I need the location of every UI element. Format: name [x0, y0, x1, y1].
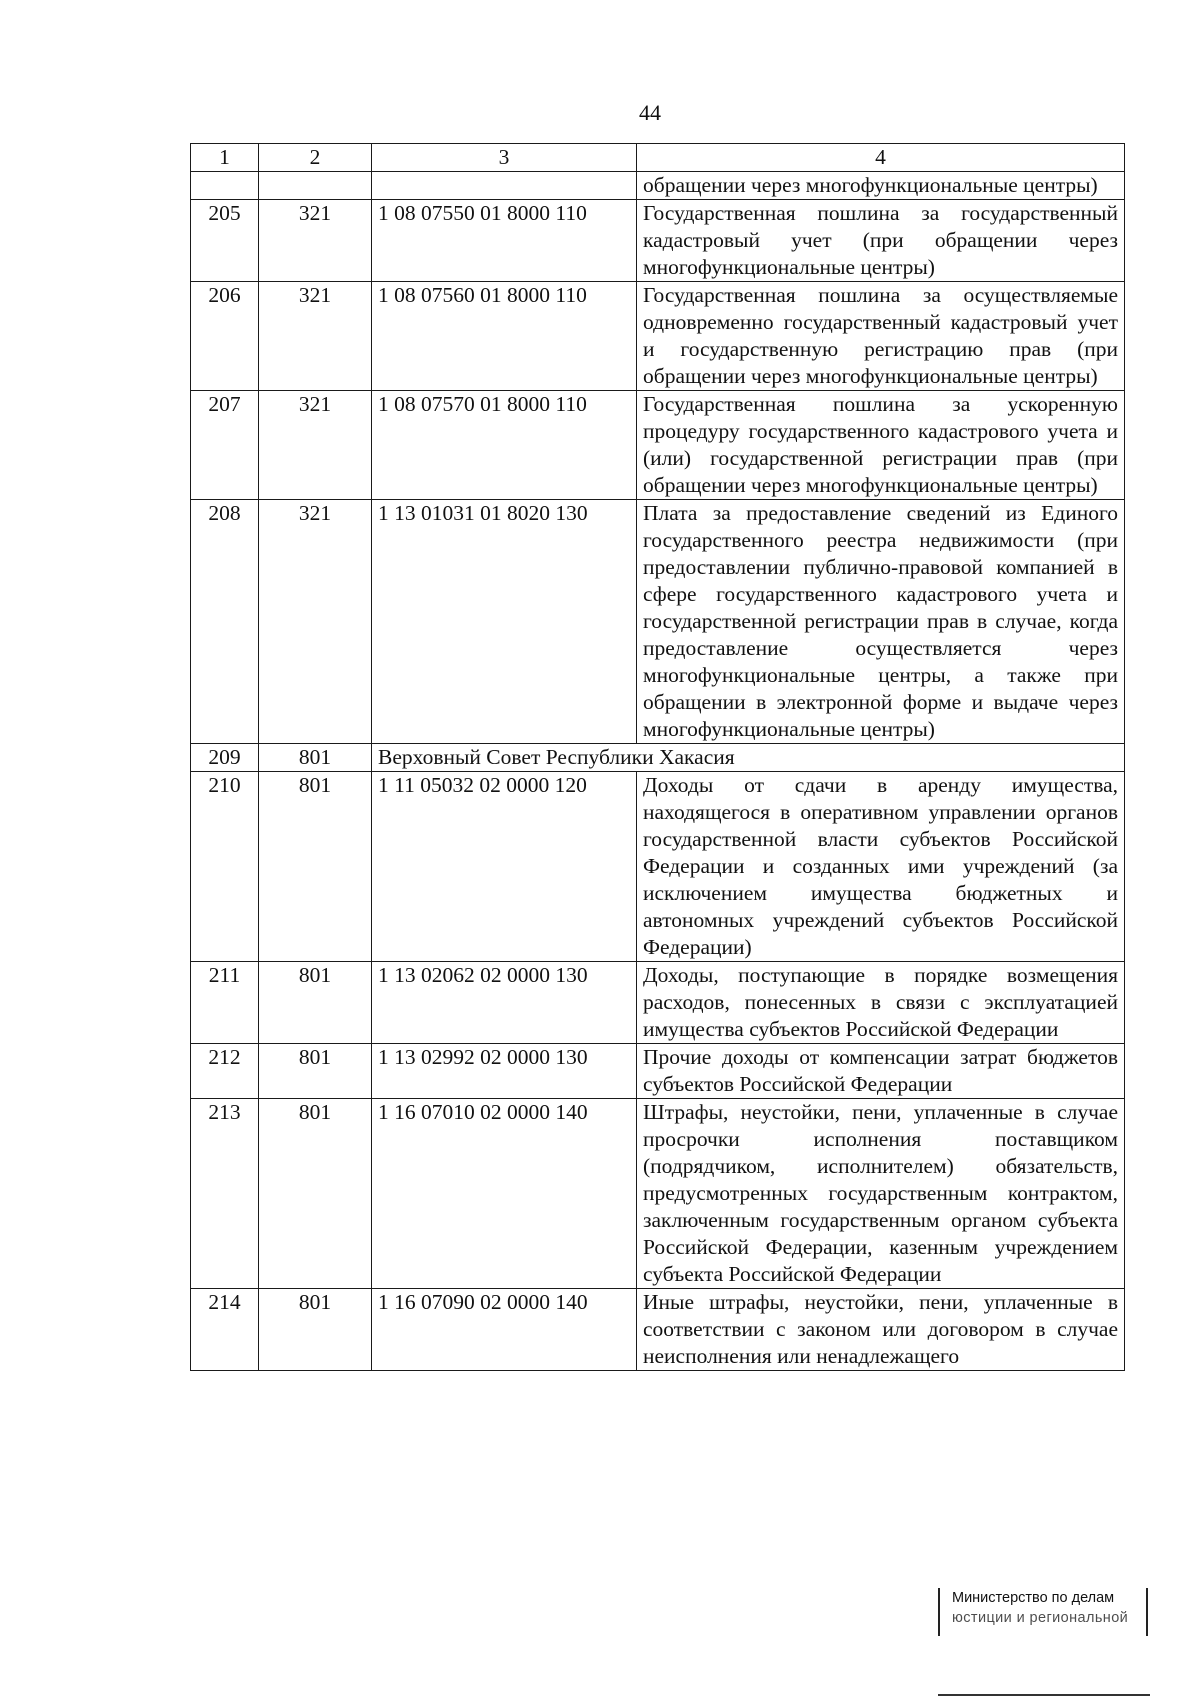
- description-cell: обращении через многофункциональные центры): [637, 172, 1125, 200]
- admin-code-cell: 801: [259, 772, 372, 962]
- row-number-cell: 207: [191, 391, 259, 500]
- budget-code-cell: 1 11 05032 02 0000 120: [372, 772, 637, 962]
- table-header-row: [191, 144, 1125, 172]
- description-cell: Государственная пошлина за осуществляемые одновременно государственный кадастровый учет и государственную регистрацию прав (при обращении через многофункциональные центры): [637, 282, 1125, 391]
- budget-code-cell: 1 13 02992 02 0000 130: [372, 1044, 637, 1099]
- description-cell: Иные штрафы, неустойки, пени, уплаченные в соответствии с законом или договором в случае неисполнения или ненадлежащего: [637, 1289, 1125, 1371]
- admin-code-cell: 321: [259, 282, 372, 391]
- budget-code-cell: 1 08 07560 01 8000 110: [372, 282, 637, 391]
- table-row: [191, 500, 1125, 744]
- section-title-cell: Верховный Совет Республики Хакасия: [372, 744, 1125, 772]
- header-cell: 2: [259, 144, 372, 172]
- stamp-line: Министерство по делам: [952, 1590, 1115, 1606]
- budget-code-cell: 1 13 01031 01 8020 130: [372, 500, 637, 744]
- table-row: [191, 1099, 1125, 1289]
- revenue-table: [190, 143, 1125, 1371]
- row-number-cell: 213: [191, 1099, 259, 1289]
- row-number-cell: 210: [191, 772, 259, 962]
- row-number-cell: 205: [191, 200, 259, 282]
- header-cell: 3: [372, 144, 637, 172]
- row-number-cell: 211: [191, 962, 259, 1044]
- row-number-cell: 214: [191, 1289, 259, 1371]
- header-cell: 4: [637, 144, 1125, 172]
- header-cell: 1: [191, 144, 259, 172]
- admin-code-cell: 801: [259, 962, 372, 1044]
- row-number-cell: 208: [191, 500, 259, 744]
- description-cell: Государственная пошлина за государственный кадастровый учет (при обращении через многофункциональные центры): [637, 200, 1125, 282]
- stamp-line: юстиции и региональной: [952, 1610, 1129, 1626]
- admin-code-cell: 801: [259, 1289, 372, 1371]
- admin-code-cell: 801: [259, 1099, 372, 1289]
- budget-code-cell: 1 16 07010 02 0000 140: [372, 1099, 637, 1289]
- budget-code-cell: 1 08 07550 01 8000 110: [372, 200, 637, 282]
- description-cell: Прочие доходы от компенсации затрат бюджетов субъектов Российской Федерации: [637, 1044, 1125, 1099]
- row-number-cell: 206: [191, 282, 259, 391]
- budget-code-cell: 1 13 02062 02 0000 130: [372, 962, 637, 1044]
- budget-code-cell: 1 08 07570 01 8000 110: [372, 391, 637, 500]
- description-cell: Доходы от сдачи в аренду имущества, находящегося в оперативном управлении органов государственной власти субъектов Российской Федерации и созданных ими учреждений (за исключением имущества бюджетных и автономных учреждений субъектов Российской Федерации): [637, 772, 1125, 962]
- row-number-cell: 209: [191, 744, 259, 772]
- table-row: [191, 1044, 1125, 1099]
- table-row: [191, 962, 1125, 1044]
- admin-code-cell: [259, 172, 372, 200]
- table-row: [191, 772, 1125, 962]
- stamp-rule: [938, 1694, 1150, 1696]
- table-row: [191, 172, 1125, 200]
- description-cell: Государственная пошлина за ускоренную процедуру государственного кадастрового учета и (или) государственной регистрации прав (при обращении через многофункциональные центры): [637, 391, 1125, 500]
- description-cell: Штрафы, неустойки, пени, уплаченные в случае просрочки исполнения поставщиком (подрядчиком, исполнителем) обязательств, предусмотренных государственным контрактом, заключенным государственным органом субъекта Российской Федерации, казенным учреждением субъекта Российской Федерации: [637, 1099, 1125, 1289]
- table-row: [191, 1289, 1125, 1371]
- table-row: [191, 391, 1125, 500]
- budget-code-cell: 1 16 07090 02 0000 140: [372, 1289, 637, 1371]
- admin-code-cell: 321: [259, 391, 372, 500]
- admin-code-cell: 321: [259, 500, 372, 744]
- ministry-stamp: [938, 1588, 1148, 1636]
- table-row: [191, 744, 1125, 772]
- description-cell: Плата за предоставление сведений из Единого государственного реестра недвижимости (при предоставлении публично-правовой компанией в сфере государственного кадастрового учета и государственной регистрации прав в случае, когда предоставление осуществляется через многофункциональные центры, а также при обращении в электронной форме и выдаче через многофункциональные центры): [637, 500, 1125, 744]
- budget-code-cell: [372, 172, 637, 200]
- row-number-cell: 212: [191, 1044, 259, 1099]
- table-row: [191, 200, 1125, 282]
- admin-code-cell: 801: [259, 744, 372, 772]
- table-row: [191, 282, 1125, 391]
- admin-code-cell: 801: [259, 1044, 372, 1099]
- row-number-cell: [191, 172, 259, 200]
- description-cell: Доходы, поступающие в порядке возмещения расходов, понесенных в связи с эксплуатацией имущества субъектов Российской Федерации: [637, 962, 1125, 1044]
- page-number: 44: [639, 100, 661, 125]
- admin-code-cell: 321: [259, 200, 372, 282]
